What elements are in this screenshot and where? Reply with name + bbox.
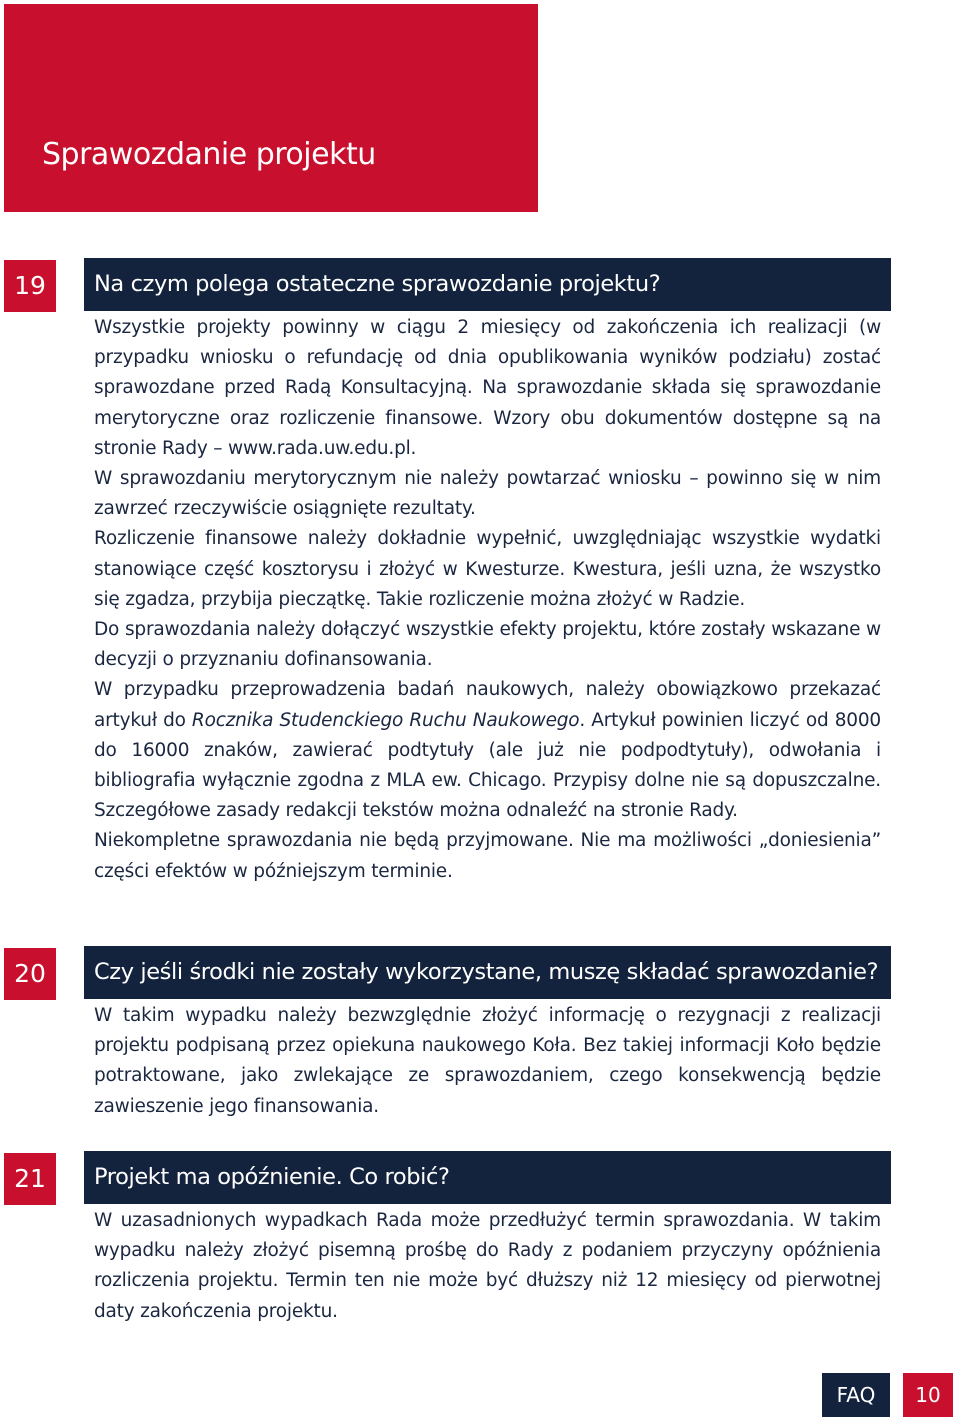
question-number-19: 19 xyxy=(4,260,56,312)
answer-19 xyxy=(94,313,881,887)
question-bar-21 xyxy=(84,1151,891,1204)
question-number-21: 21 xyxy=(4,1153,56,1205)
answer-19-paragraph-5 xyxy=(94,675,881,826)
page-title: Sprawozdanie projektu xyxy=(42,137,376,172)
answer-19-paragraph-2: W sprawozdaniu merytorycznym nie należy powtarzać wniosku – powinno się w nim zawrzeć rzeczywiście osiągnięte rezultaty. xyxy=(94,468,881,520)
answer-20-paragraph-1: W takim wypadku należy bezwzględnie złożyć informację o rezygnacji z realizacji projektu podpisaną przez opiekuna naukowego Koła. Bez takiej informacji Koło będzie potraktowane, jako zwlekające ze sprawozdaniem, czego konsekwencją będzie zawieszenie jego finansowania. xyxy=(94,1005,881,1117)
question-bar-20 xyxy=(84,946,891,999)
answer-19-paragraph-1: Wszystkie projekty powinny w ciągu 2 miesięcy od zakończenia ich realizacji (w przypadku wniosku o refundację od dnia opublikowania wyników podziału) zostać sprawozdane przed Radą Konsultacyjną. Na sprawozdanie składa się sprawozdanie merytoryczne oraz rozliczenie finansowe. Wzory obu dokumentów dostępne są na stronie Rady – www.rada.uw.edu.pl. xyxy=(94,317,881,459)
faq-label: FAQ xyxy=(822,1373,890,1417)
answer-21 xyxy=(94,1206,881,1327)
header-banner xyxy=(4,4,538,212)
answer-19-paragraph-5-lead: W przypadku przeprowadzenia badań naukowych, należy obowiązkowo przekazać artykuł do xyxy=(94,679,881,731)
answer-19-paragraph-5-rest: . Artykuł powinien liczyć od 8000 do 16000 znaków, zawierać podtytuły (ale już nie podpodtytuły), odwołania i bibliografia wyłącznie zgodna z MLA ew. Chicago. Przypisy dolne nie są dopuszczalne. Szczegółowe zasady redakcji tekstów można odnaleźć na stronie Rady. xyxy=(94,709,881,822)
question-title-20: Czy jeśli środki nie zostały wykorzystane, muszę składać sprawozdanie? xyxy=(94,959,879,985)
question-bar-19 xyxy=(84,258,891,311)
answer-20 xyxy=(94,1001,881,1122)
answer-19-paragraph-6: Niekompletne sprawozdania nie będą przyjmowane. Nie ma możliwości „doniesienia” części efektów w późniejszym terminie. xyxy=(94,830,881,882)
answer-19-paragraph-4: Do sprawozdania należy dołączyć wszystkie efekty projektu, które zostały wskazane w decyzji o przyznaniu dofinansowania. xyxy=(94,619,881,671)
answer-21-paragraph-1: W uzasadnionych wypadkach Rada może przedłużyć termin sprawozdania. W takim wypadku należy złożyć pisemną prośbę do Rady z podaniem przyczyny opóźnienia rozliczenia projektu. Termin ten nie może być dłuższy niż 12 miesięcy od pierwotnej daty zakończenia projektu. xyxy=(94,1210,881,1322)
question-title-19: Na czym polega ostateczne sprawozdanie projektu? xyxy=(94,271,661,297)
question-number-20: 20 xyxy=(4,948,56,1000)
page-number: 10 xyxy=(903,1373,953,1417)
answer-19-paragraph-3: Rozliczenie finansowe należy dokładnie wypełnić, uwzględniając wszystkie wydatki stanowiące część kosztorysu i złożyć w Kwesturze. Kwestura, jeśli uzna, że wszystko się zgadza, przybija pieczątkę. Takie rozliczenie można złożyć w Radzie. xyxy=(94,528,881,610)
journal-title: Rocznika Studenckiego Ruchu Naukowego xyxy=(191,709,580,731)
question-title-21: Projekt ma opóźnienie. Co robić? xyxy=(94,1164,450,1190)
